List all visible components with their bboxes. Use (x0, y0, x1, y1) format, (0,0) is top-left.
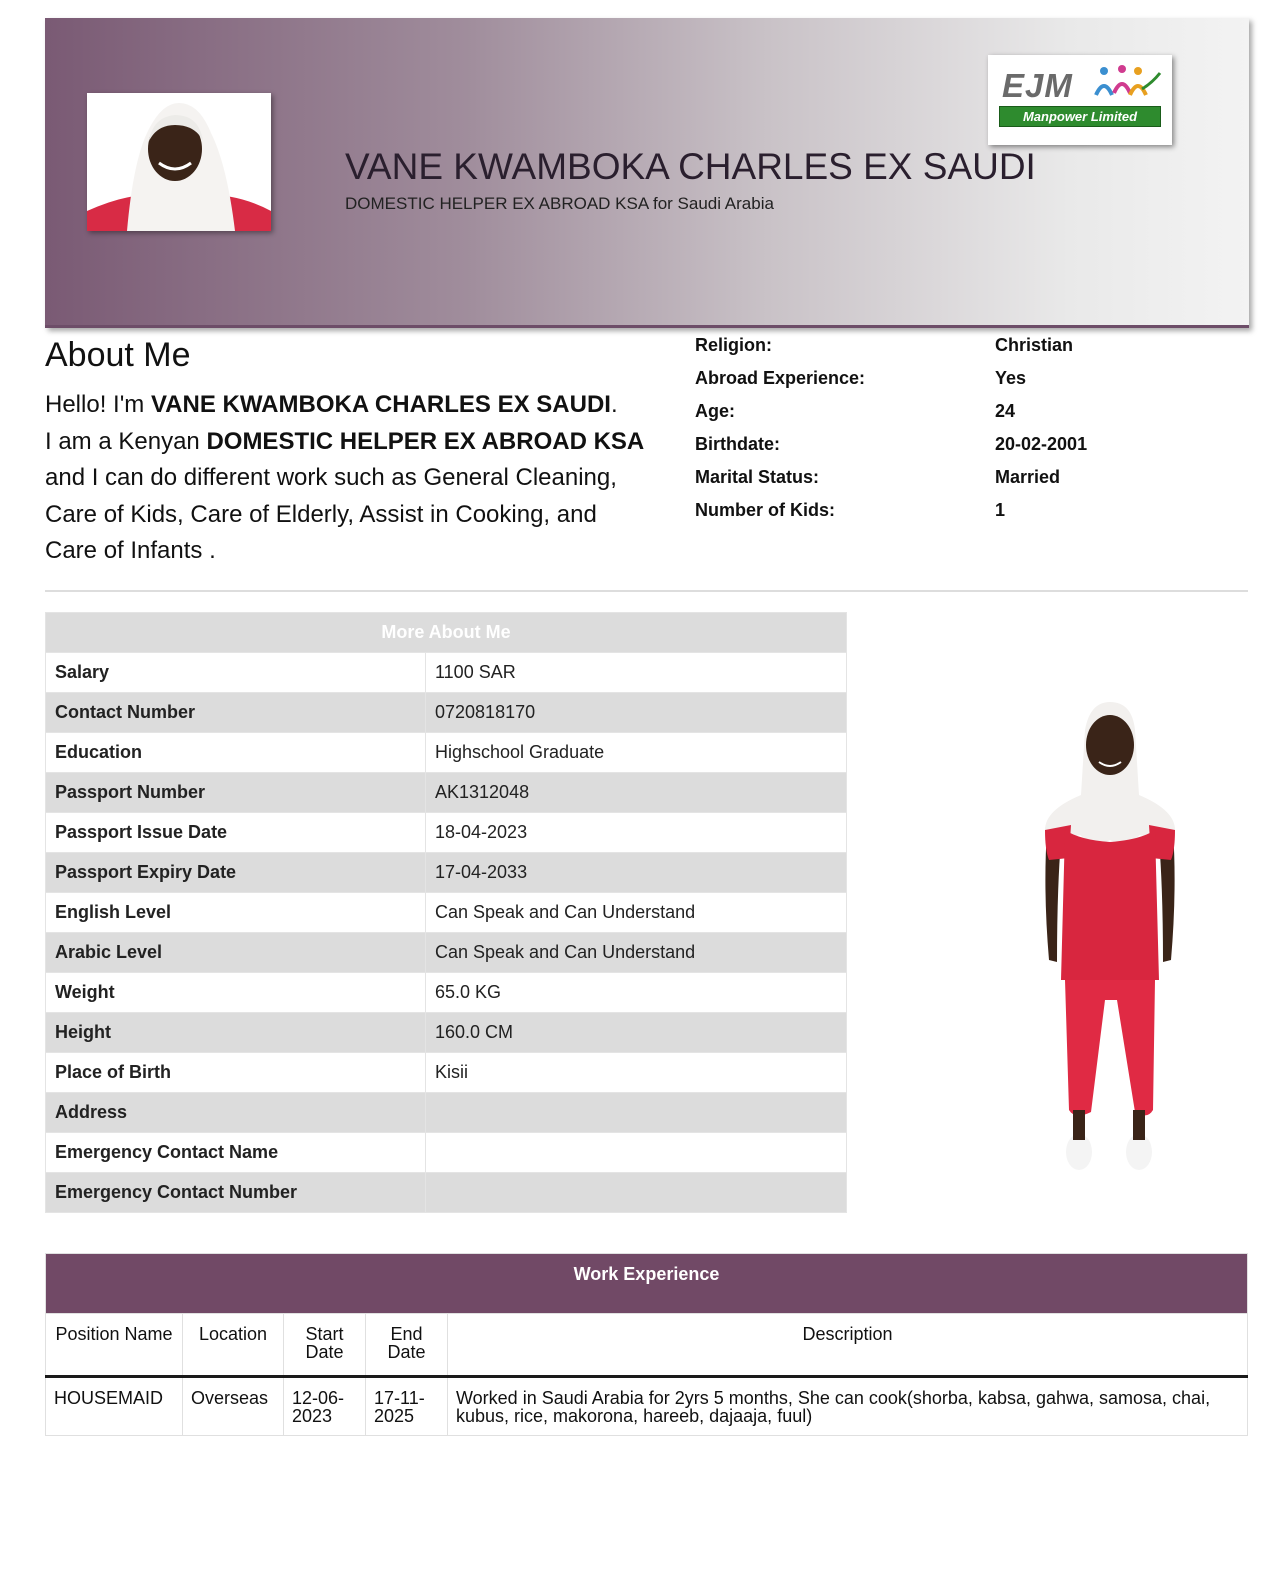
fact-row (695, 335, 1255, 368)
personal-facts (695, 335, 1255, 533)
col-location: Location (183, 1314, 284, 1377)
row-value: Highschool Graduate (426, 733, 847, 773)
fact-label: Age: (695, 401, 735, 421)
logo-band: Manpower Limited (999, 106, 1161, 127)
fact-row (695, 434, 1255, 467)
cell-description: Worked in Saudi Arabia for 2yrs 5 months, She can cook(shorba, kabsa, gahwa, samosa, chai, kubus, rice, makorona, hareeb, dajaaja, fuul) (448, 1377, 1248, 1436)
fact-value: Yes (995, 368, 1027, 388)
table-row (46, 813, 847, 853)
fact-value: Christian (995, 335, 1074, 355)
table-row (46, 1377, 1248, 1436)
row-label: Arabic Level (46, 933, 426, 973)
about-intro-4: and I can do different work such as General Cleaning, Care of Kids, Care of Elderly, Assist in Cooking, and Care of Infants . (45, 464, 617, 564)
profile-photo (87, 93, 271, 231)
fact-row (695, 467, 1255, 500)
row-value: 160.0 CM (426, 1013, 847, 1053)
profile-photo-image (87, 93, 271, 231)
fact-label: Abroad Experience: (695, 368, 866, 388)
table-row (46, 973, 847, 1013)
fact-row (695, 368, 1255, 401)
table-column-headers (46, 1314, 1248, 1377)
row-value: Can Speak and Can Understand (426, 933, 847, 973)
table-row (46, 853, 847, 893)
table-row (46, 733, 847, 773)
table-row (46, 1053, 847, 1093)
full-body-photo-image (1035, 700, 1185, 1175)
fact-label: Birthdate: (695, 434, 780, 454)
logo-figures-icon (1092, 65, 1162, 105)
about-intro-2: . (610, 391, 618, 418)
row-label: Emergency Contact Number (46, 1173, 426, 1213)
cell-end-date: 17-11-2025 (366, 1377, 448, 1436)
table-row (46, 653, 847, 693)
logo-wordmark: EJM (1002, 67, 1073, 104)
fact-value: 24 (995, 401, 1016, 421)
row-label: Emergency Contact Name (46, 1133, 426, 1173)
row-label: Weight (46, 973, 426, 1013)
profile-banner (45, 18, 1249, 328)
cell-position: HOUSEMAID (46, 1377, 183, 1436)
company-logo (988, 55, 1172, 145)
row-label: Passport Expiry Date (46, 853, 426, 893)
row-label: English Level (46, 893, 426, 933)
row-value: 0720818170 (426, 693, 847, 733)
col-description: Description (448, 1314, 1248, 1377)
row-label: Address (46, 1093, 426, 1133)
row-label: Salary (46, 653, 426, 693)
about-me-text (45, 387, 645, 570)
row-label: Contact Number (46, 693, 426, 733)
fact-label: Religion: (695, 335, 772, 355)
more-about-table (45, 612, 847, 1213)
row-label: Place of Birth (46, 1053, 426, 1093)
table-row (46, 1013, 847, 1053)
candidate-subtitle: DOMESTIC HELPER EX ABROAD KSA for Saudi Arabia (345, 194, 774, 213)
candidate-name: VANE KWAMBOKA CHARLES EX SAUDI (345, 146, 1036, 187)
fact-row (695, 500, 1255, 533)
row-value: 17-04-2033 (426, 853, 847, 893)
row-value: AK1312048 (426, 773, 847, 813)
row-value: Kisii (426, 1053, 847, 1093)
more-about-heading: More About Me (46, 613, 847, 653)
fact-value: Married (995, 467, 1061, 487)
row-label: Education (46, 733, 426, 773)
row-value: 65.0 KG (426, 973, 847, 1013)
col-position-name: Position Name (46, 1314, 183, 1377)
table-row (46, 773, 847, 813)
row-label: Passport Issue Date (46, 813, 426, 853)
row-value (426, 1133, 847, 1173)
table-header-row (46, 613, 847, 653)
about-job: DOMESTIC HELPER EX ABROAD KSA (206, 427, 645, 455)
about-intro-3: I am a Kenyan (45, 427, 207, 455)
work-experience-heading: Work Experience (46, 1254, 1248, 1314)
about-me-heading: About Me (45, 336, 191, 374)
table-row (46, 893, 847, 933)
fact-label: Marital Status: (695, 467, 820, 487)
row-label: Passport Number (46, 773, 426, 813)
table-row (46, 933, 847, 973)
col-start-date: Start Date (284, 1314, 366, 1377)
row-value: Can Speak and Can Understand (426, 893, 847, 933)
row-value: 1100 SAR (426, 653, 847, 693)
fact-value: 20-02-2001 (995, 434, 1088, 454)
fact-label: Number of Kids: (695, 500, 836, 520)
cell-start-date: 12-06-2023 (284, 1377, 366, 1436)
table-row (46, 1173, 847, 1213)
row-value (426, 1173, 847, 1213)
about-intro-1: Hello! I'm (45, 391, 151, 418)
table-row (46, 1093, 847, 1133)
row-label: Height (46, 1013, 426, 1053)
full-body-photo (1035, 700, 1185, 1175)
table-header-row (46, 1254, 1248, 1314)
work-experience-table (45, 1253, 1248, 1436)
col-end-date: End Date (366, 1314, 448, 1377)
row-value (426, 1093, 847, 1133)
about-name: VANE KWAMBOKA CHARLES EX SAUDI (150, 391, 611, 418)
table-row (46, 693, 847, 733)
fact-row (695, 401, 1255, 434)
fact-value: 1 (995, 500, 1006, 520)
section-divider (45, 590, 1248, 592)
table-row (46, 1133, 847, 1173)
row-value: 18-04-2023 (426, 813, 847, 853)
cell-location: Overseas (183, 1377, 284, 1436)
